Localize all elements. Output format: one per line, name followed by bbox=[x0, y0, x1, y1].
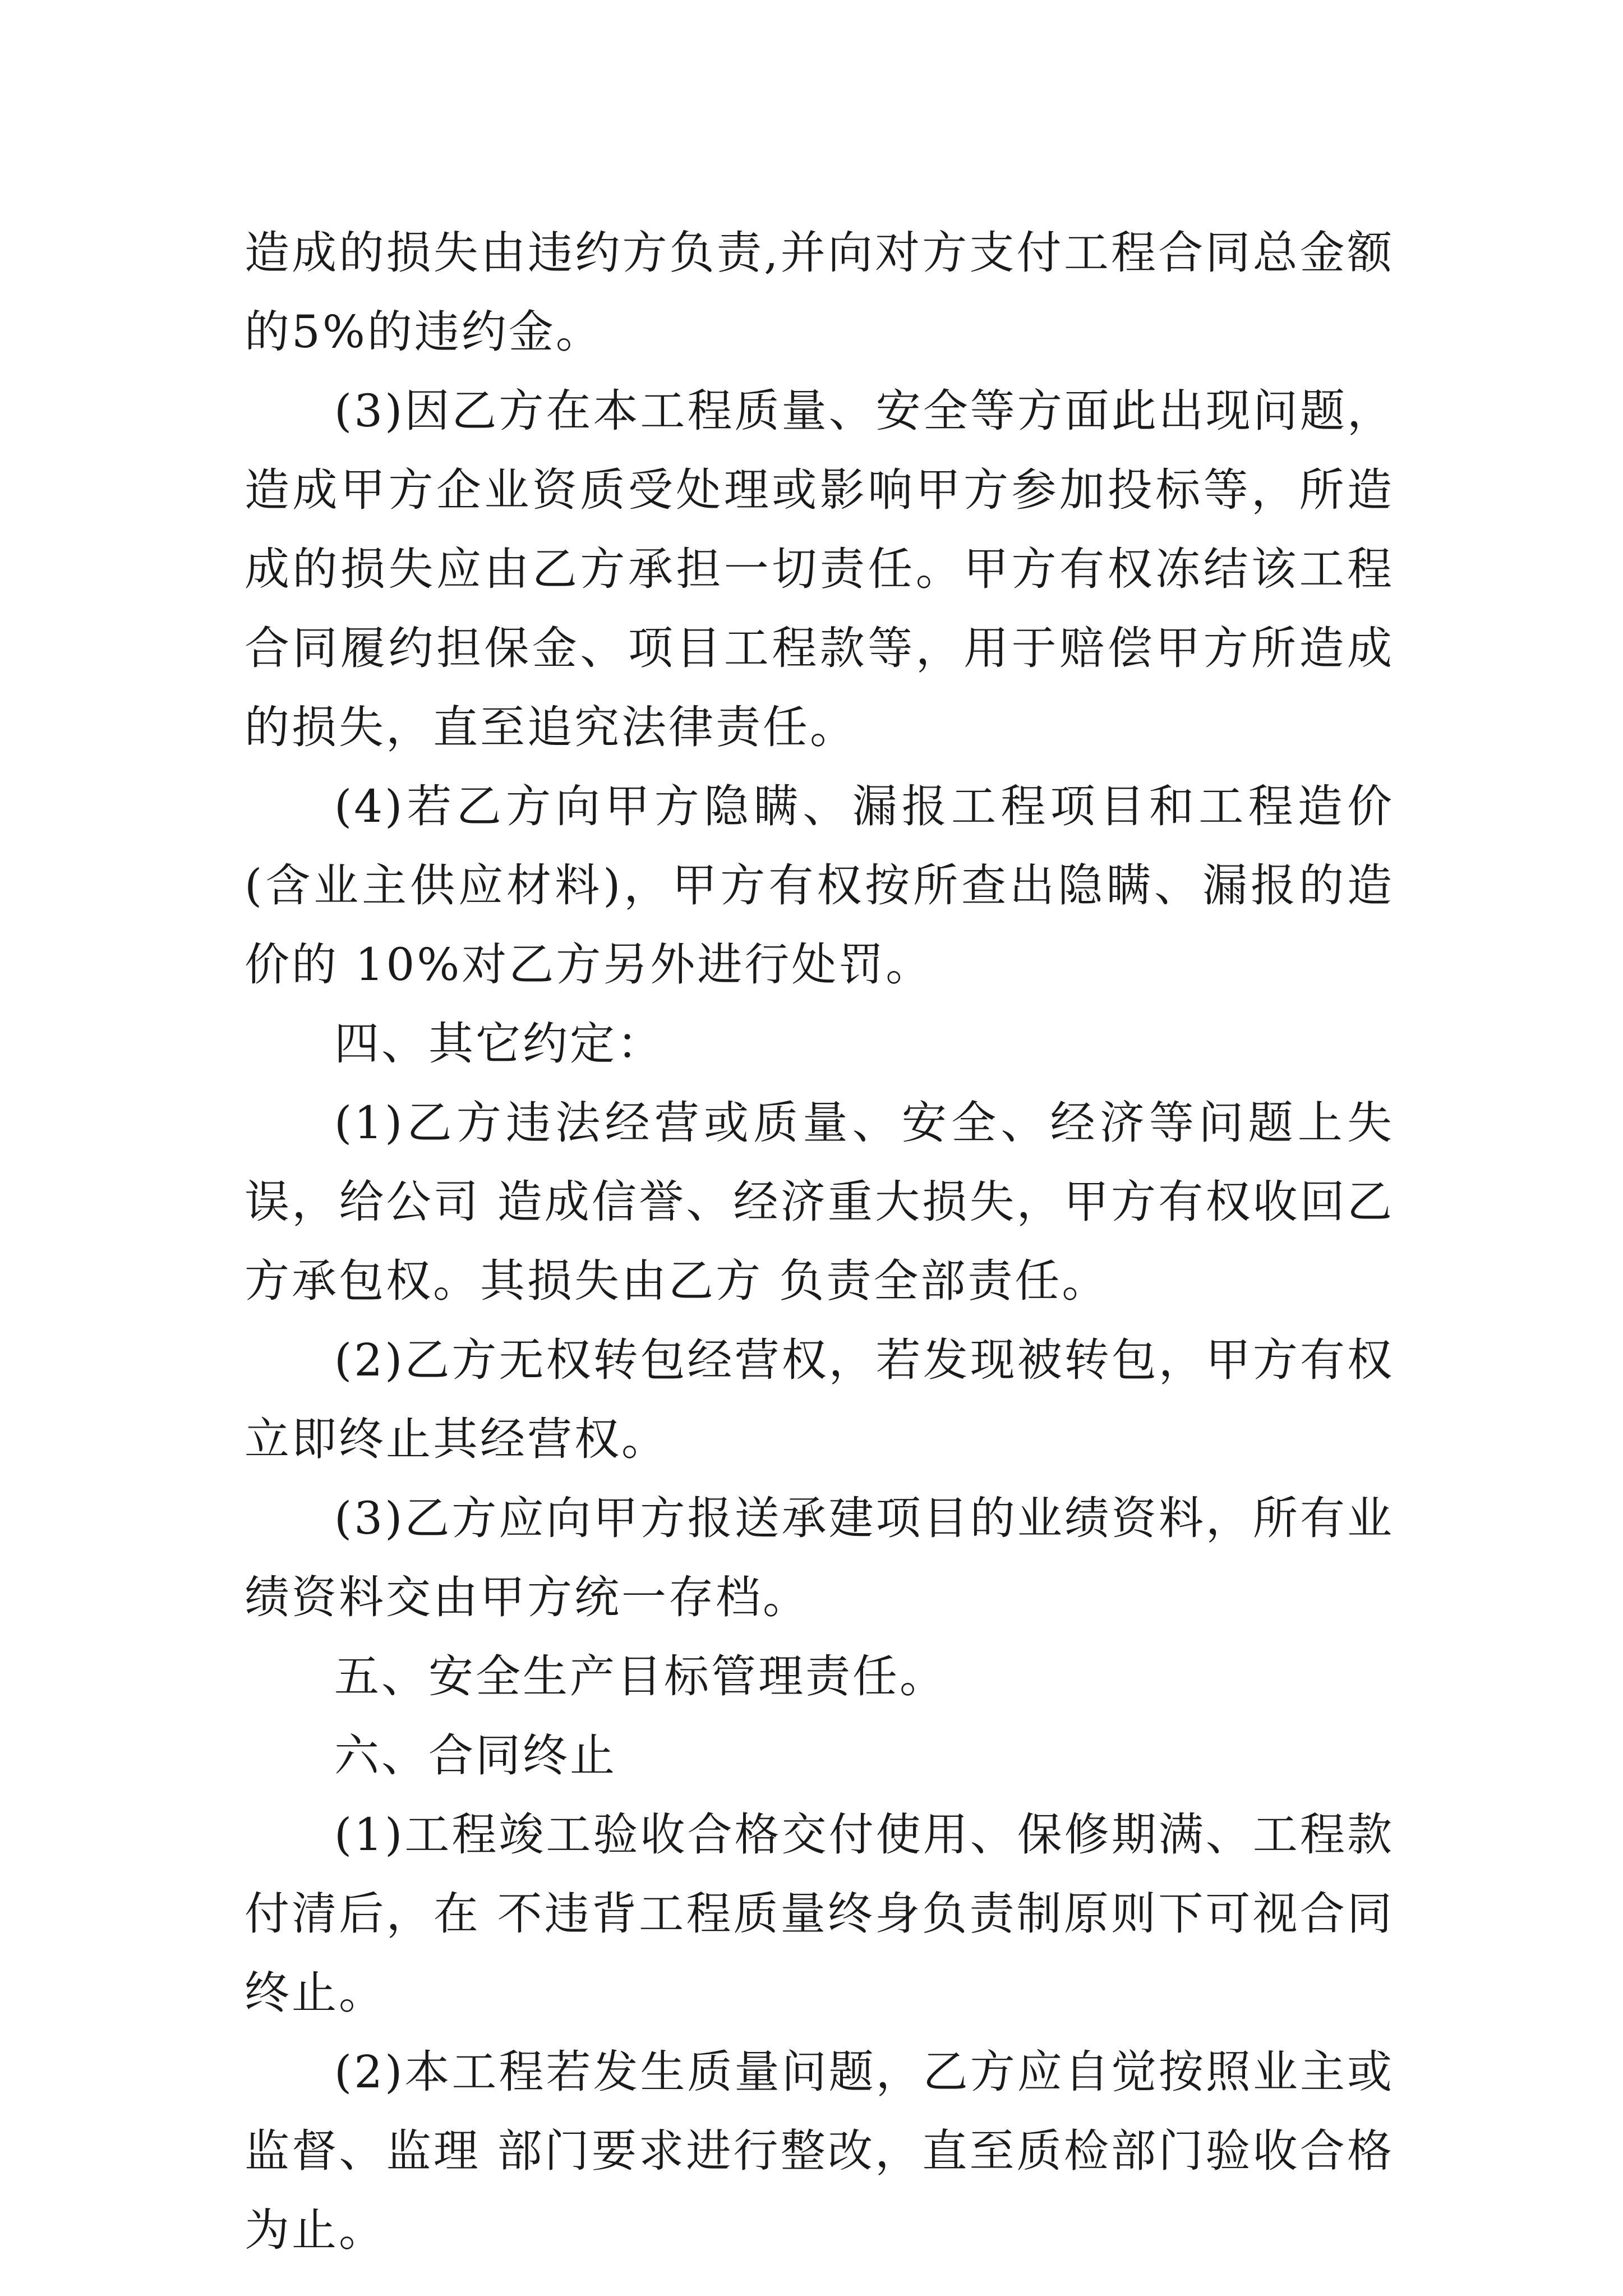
paragraph-termination-1: (1)工程竣工验收合格交付使用、保修期满、工程款付清后，在 不违背工程质量终身负责制原则下可视合同终止。 bbox=[245, 1809, 1394, 2019]
paragraph-continuation: 造成的损失由违约方负责,并向对方支付工程合同总金额的5%的违约金。 bbox=[245, 227, 1394, 358]
section-heading-other-agreements: 四、其它约定： bbox=[334, 1018, 664, 1070]
paragraph-clause-4-penalty: (4)若乙方向甲方隐瞒、漏报工程项目和工程造价(含业主供应材料)，甲方有权按所查出隐瞒、漏报的造价的 10%对乙方另外进行处罚。 bbox=[245, 780, 1394, 991]
paragraph-other-3: (3)乙方应向甲方报送承建项目的业绩资料，所有业绩资料交由甲方统一存档。 bbox=[245, 1492, 1394, 1623]
paragraph-termination-2: (2)本工程若发生质量问题，乙方应自觉按照业主或监督、监理 部门要求进行整改，直至质检部门验收合格为止。 bbox=[245, 2046, 1394, 2256]
paragraph-other-2: (2)乙方无权转包经营权，若发现被转包，甲方有权立即终止其经营权。 bbox=[245, 1334, 1394, 1465]
document-body bbox=[245, 213, 1394, 2270]
section-heading-safety: 五、安全生产目标管理责任。 bbox=[334, 1650, 947, 1703]
paragraph-clause-3-liability: (3)因乙方在本工程质量、安全等方面此出现问题，造成甲方企业资质受处理或影响甲方参加投标等，所造成的损失应由乙方承担一切责任。甲方有权冻结该工程合同履约担保金、项目工程款等，用于赔偿甲方所造成的损失，直至追究法律责任。 bbox=[245, 385, 1394, 753]
section-heading-termination: 六、合同终止 bbox=[334, 1729, 617, 1782]
paragraph-other-1: (1)乙方违法经营或质量、安全、经济等问题上失误，给公司 造成信誉、经济重大损失，甲方有权收回乙方承包权。其损失由乙方 负责全部责任。 bbox=[245, 1097, 1394, 1307]
